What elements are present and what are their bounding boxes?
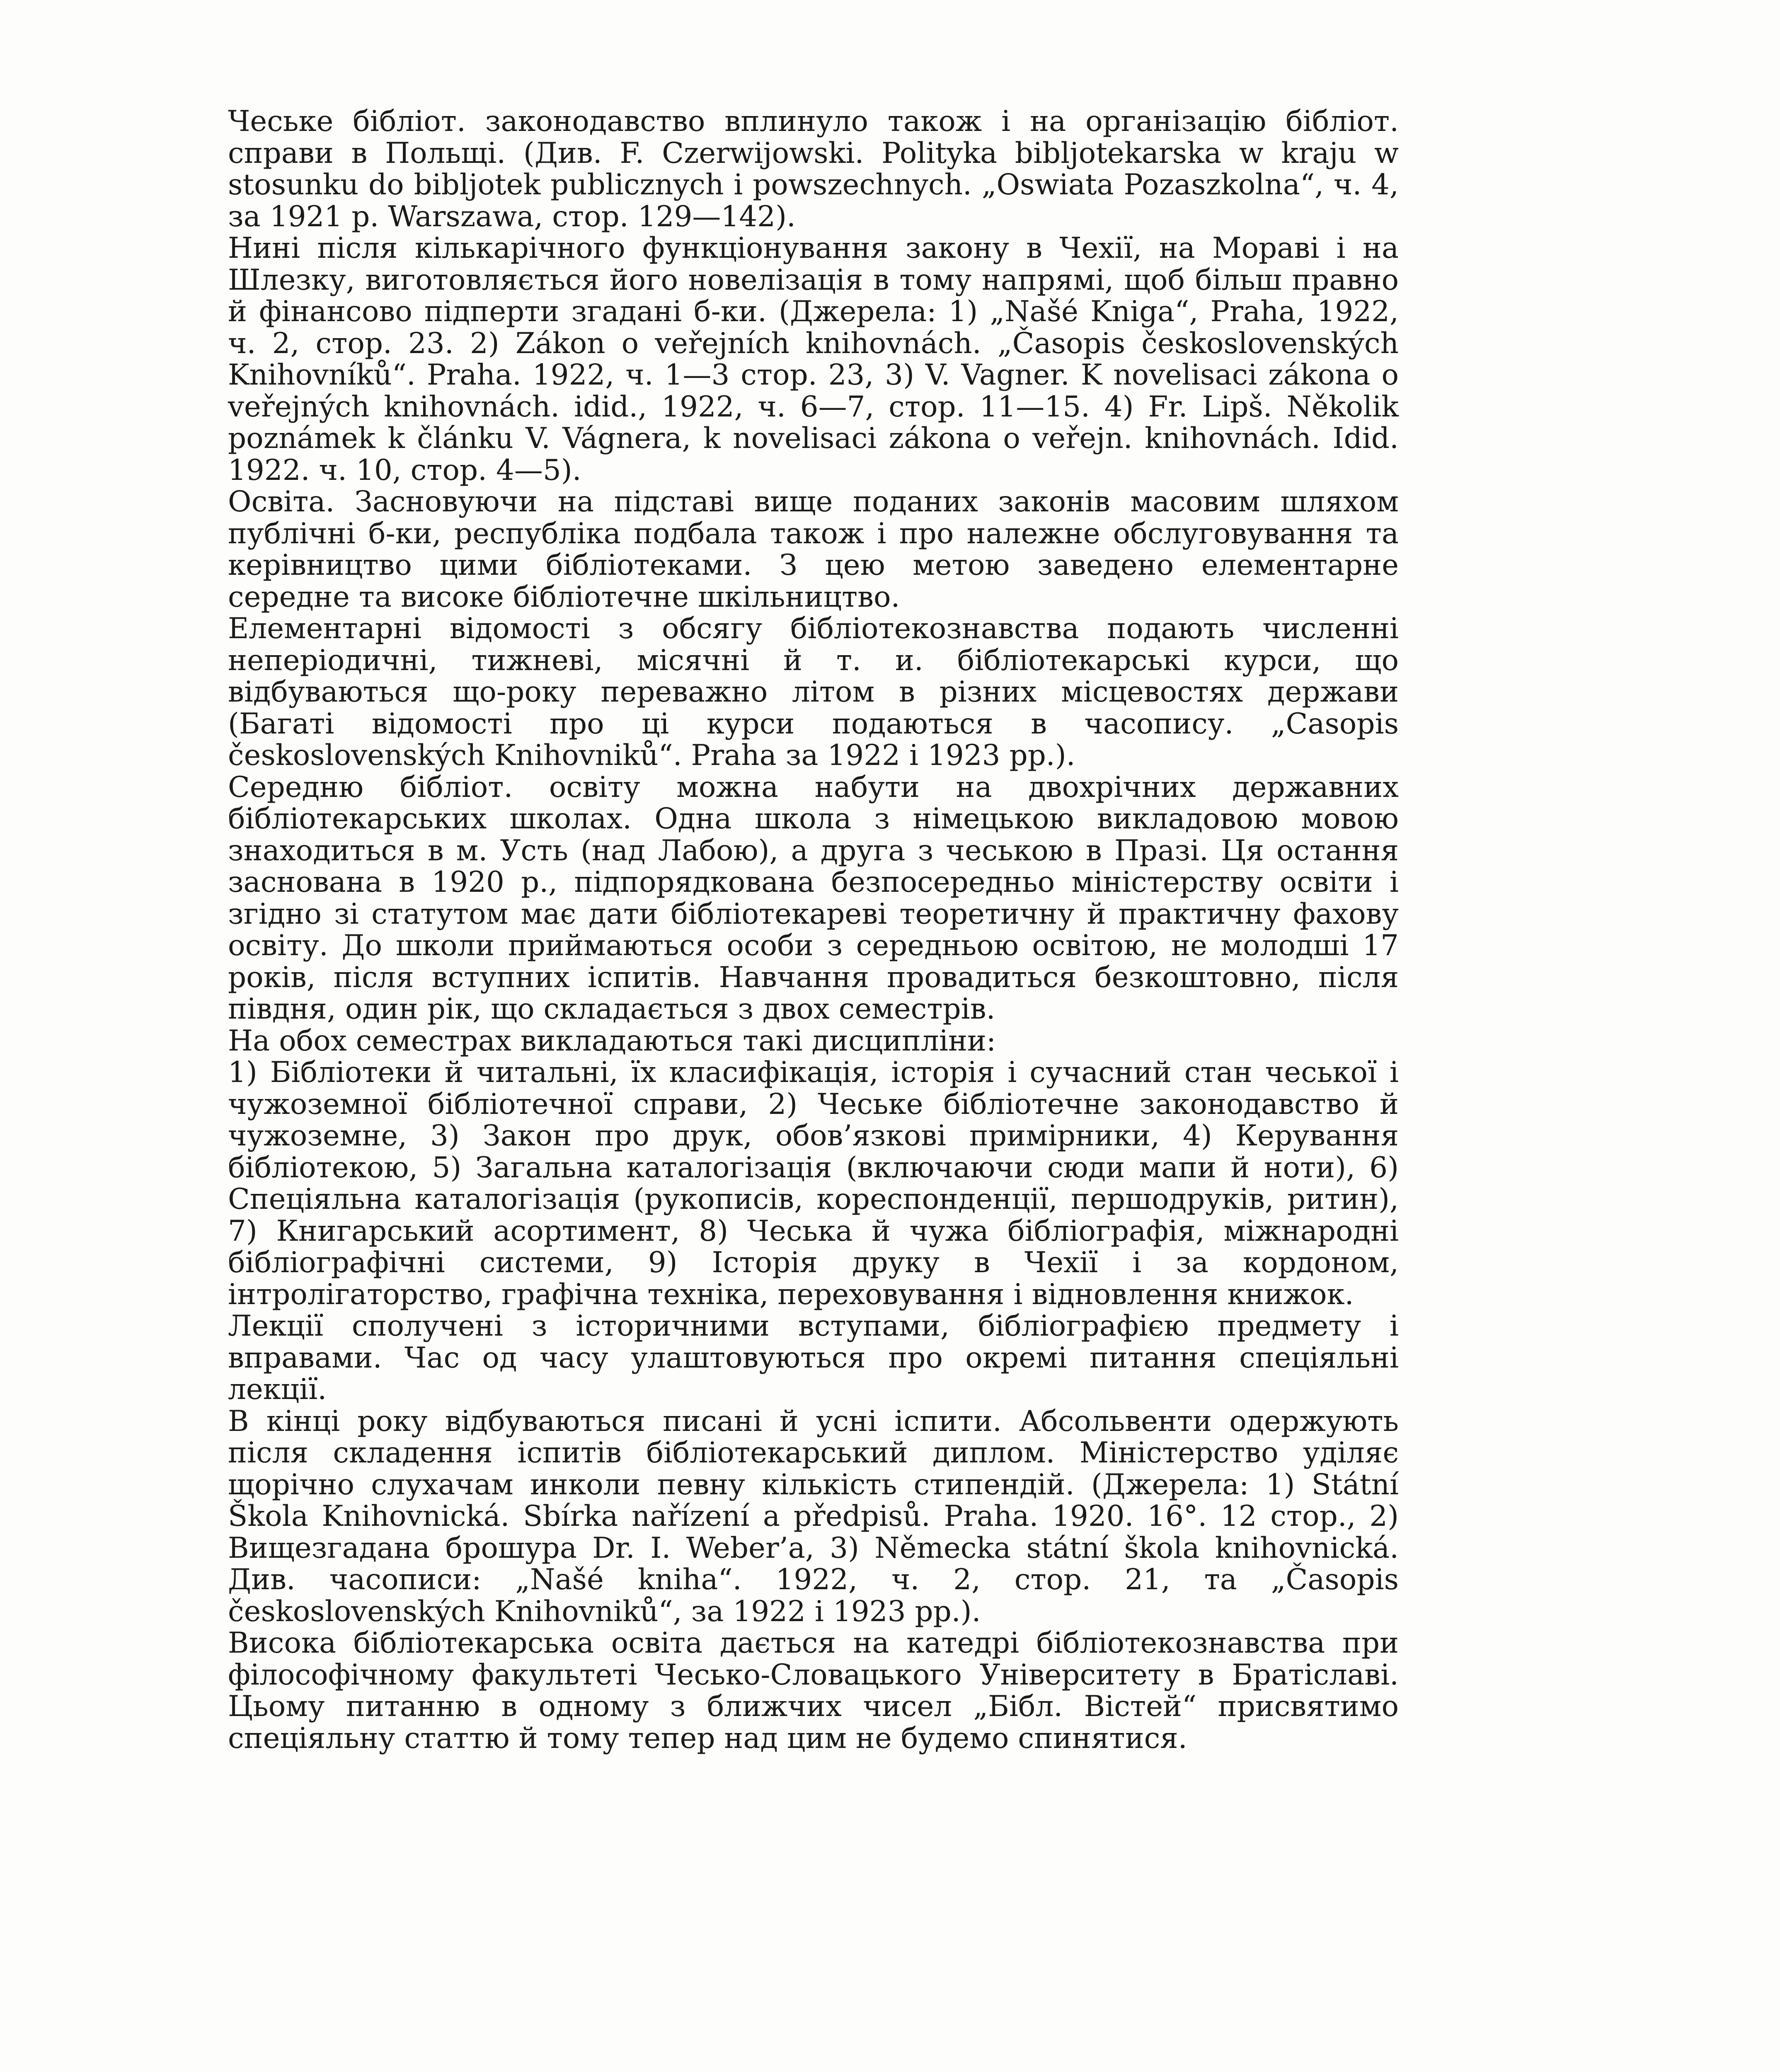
paragraph-6: На обох семестрах викладаються такі дисципліни: [228,1024,996,1058]
paragraph-8: Лекції сполучені з історичними вступами, бібліографією предмету і вправами. Час од часу улаштовуються про окремі питання спеціяльні лекції. [228,1310,1399,1406]
paragraph-2: Нині після кількарічного функціонування закону в Чехії, на Мораві і на Шлезку, виготовляється його новелізація в тому напрямі, щоб більш правно й фінансово підперти згадані б-ки. (Джерела: 1) „Našé Kniga“, Praha, 1922, ч. 2, стор. 23. 2) Zákon o veřejních knihovnách. „Časopis československých Knihovníků“. Praha. 1922, ч. 1—3 стор. 23, 3) V. Vagner. K novelisaci zákona o veřejných knihovnách. idid., 1922, ч. 6—7, стор. 11—15. 4) Fr. Lipš. Několik poznámek k článku V. Vágnera, k novelisaci zákona o veřejn. knihovnách. Idid. 1922. ч. 10, стор. 4—5). [228,232,1399,487]
paragraph-9: В кінці року відбуваються писані й усні іспити. Абсольвенти одержують після складення іспитів бібліотекарський диплом. Міністерство уділяє щорічно слухачам инколи певну кількість стипендій. (Джерела: 1) Státní Škola Knihovnická. Sbírka nařízení a předpisů. Praha. 1920. 16°. 12 стор., 2) Вищезгадана брошура Dr. I. Weber’a, 3) Německa státní škola knihovnická. Див. часописи: „Našé kniha“. 1922, ч. 2, стор. 21, та „Časopis československých Knihovniků“, за 1922 і 1923 рр.). [228,1404,1399,1628]
paragraph-10: Висока бібліотекарська освіта дається на катедрі бібліотекознавства при філософічному факультеті Чесько-Словацького Університету в Братіславі. Цьому питанню в одному з ближчих чисел „Бібл. Вістей“ присвятимо спеціяльну статтю й тому тепер над цим не будемо спинятися. [228,1627,1399,1755]
paragraph-7: 1) Бібліотеки й читальні, їх класифікація, історія і сучасний стан чеської і чужоземної бібліотечної справи, 2) Чеське бібліотечне законодавство й чужоземне, 3) Закон про друк, обов’язкові примірники, 4) Керування бібліотекою, 5) Загальна каталогізація (включаючи сюди мапи й ноти), 6) Спеціяльна каталогізація (рукописів, кореспонденції, першодруків, ритин), 7) Книгарський асортимент, 8) Чеська й чужа бібліографія, міжнародні бібліографічні системи, 9) Історія друку в Чехії і за кордоном, інтролігаторство, графічна техніка, переховування і відновлення книжок. [228,1056,1399,1311]
paragraph-5: Середню бібліот. освіту можна набути на двохрічних державних бібліотекарських школах. Одна школа з німецькою викладовою мовою знаходиться в м. Усть (над Лабою), а друга з чеською в Празі. Ця остання заснована в 1920 р., підпорядкована безпосередньо міністерству освіти і згідно зі статутом має дати бібліотекареві теоретичну й практичну фахову освіту. До школи приймаються особи з середньою освітою, не молодші 17 років, після вступних іспитів. Навчання провадиться безкоштовно, після півдня, один рік, що складається з двох семестрів. [228,770,1399,1026]
paragraph-4: Елементарні відомості з обсягу бібліотекознавства подають численні неперіодичні, тижневі, місячні й т. и. бібліотекарські курси, що відбуваються що-року переважно літом в різних місцевостях держави (Багаті відомості про ці курси подаються в часопису. „Casopis československých Knihovniků“. Praha за 1922 і 1923 рр.). [228,612,1399,772]
paragraph-3: Освіта. Засновуючи на підставі вище поданих законів масовим шляхом публічні б-ки, республіка подбала також і про належне обслуговування та керівництво цими бібліотеками. З цею метою заведено елементарне середне та високе бібліотечне шкільництво. [228,485,1399,614]
paragraph-1: Чеське бібліот. законодавство вплинуло також і на організацію бібліот. справи в Польщі. (Див. F. Czerwijowski. Polityka bibljotekarska w kraju w stosunku do bibljotek publicznych i powszechnych. „Oswiata Pozaszkolna“, ч. 4, за 1921 р. Warszawa, стор. 129—142). [228,105,1399,233]
body-text [228,106,1399,1754]
